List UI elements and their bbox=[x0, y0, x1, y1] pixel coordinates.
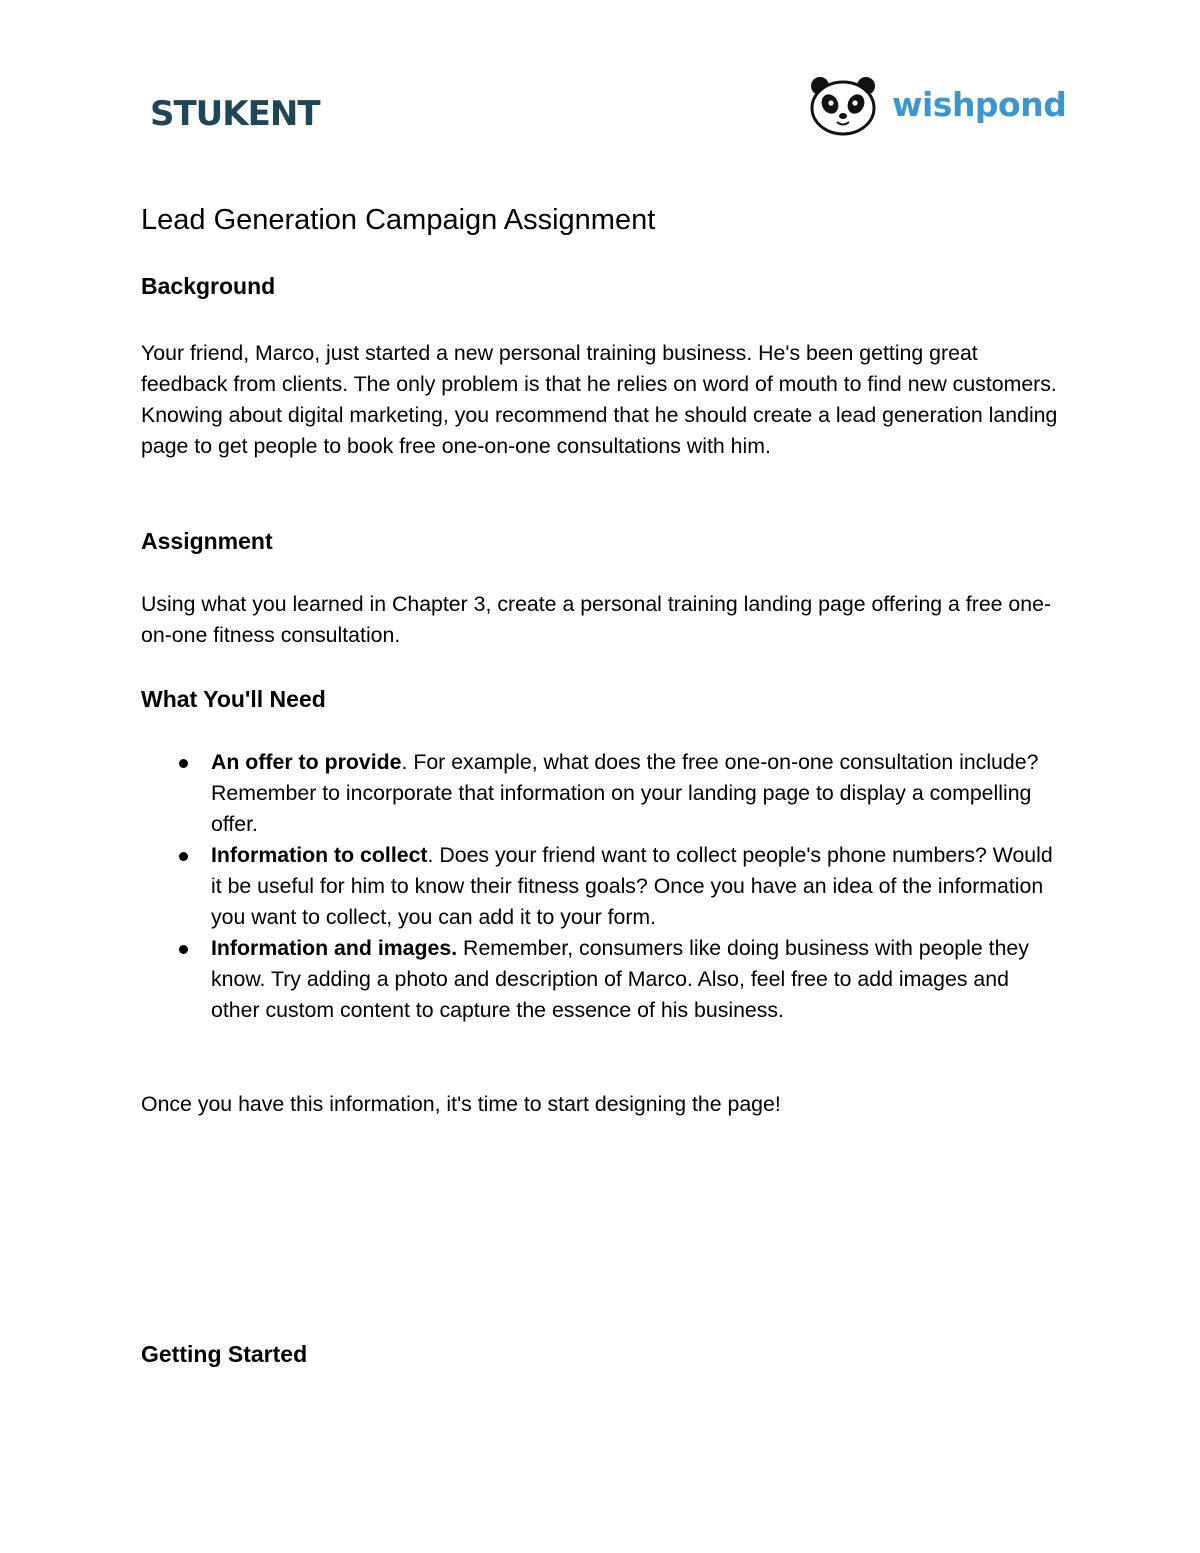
assignment-text: Using what you learned in Chapter 3, create a personal training landing page offering a free one-on-one fitness consultation. bbox=[141, 592, 1052, 647]
panda-icon bbox=[808, 76, 878, 136]
page-title: Lead Generation Campaign Assignment bbox=[141, 204, 656, 236]
list-item-text: . Does your friend want to collect people's phone numbers? Would it be useful for him to know their fitness goals? Once you have an idea of the information you want to collect, you can add it to your form. bbox=[211, 843, 1053, 929]
needs-heading: What You'll Need bbox=[141, 686, 326, 712]
bullet-icon bbox=[179, 759, 188, 768]
assignment-heading: Assignment bbox=[141, 528, 273, 554]
list-item bbox=[141, 747, 1061, 840]
list-item bbox=[141, 840, 1061, 933]
list-item-text: . For example, what does the free one-on-one consultation include? Remember to incorporate that information on your landing page to display a compelling offer. bbox=[211, 750, 1039, 836]
closing-text: Once you have this information, it's time to start designing the page! bbox=[141, 1092, 781, 1116]
needs-list bbox=[141, 747, 1071, 1026]
list-item-text: Remember, consumers like doing business with people they know. Try adding a photo and description of Marco. Also, feel free to add images and other custom content to capture the essence of his business. bbox=[211, 936, 1029, 1022]
background-heading: Background bbox=[141, 273, 276, 299]
list-item bbox=[141, 933, 1061, 1026]
bullet-icon bbox=[179, 945, 188, 954]
bullet-icon bbox=[179, 852, 188, 861]
getting-started-heading: Getting Started bbox=[141, 1341, 308, 1367]
list-item-bold: Information to collect bbox=[211, 843, 428, 867]
wishpond-logo bbox=[808, 76, 1066, 136]
list-item-bold: Information and images. bbox=[211, 936, 458, 960]
wishpond-logo-text: wishpond bbox=[892, 84, 1067, 124]
list-item-bold: An offer to provide bbox=[211, 750, 402, 774]
background-text: Your friend, Marco, just started a new personal training business. He's been getting great feedback from clients. The only problem is that he relies on word of mouth to find new customers. Knowing about digital marketing, you recommend that he should create a lead generation landing page to get people to book free one-on-one consultations with him. bbox=[141, 341, 1058, 458]
stukent-logo bbox=[150, 92, 335, 130]
stukent-logo-text: STUKENT bbox=[150, 94, 320, 130]
